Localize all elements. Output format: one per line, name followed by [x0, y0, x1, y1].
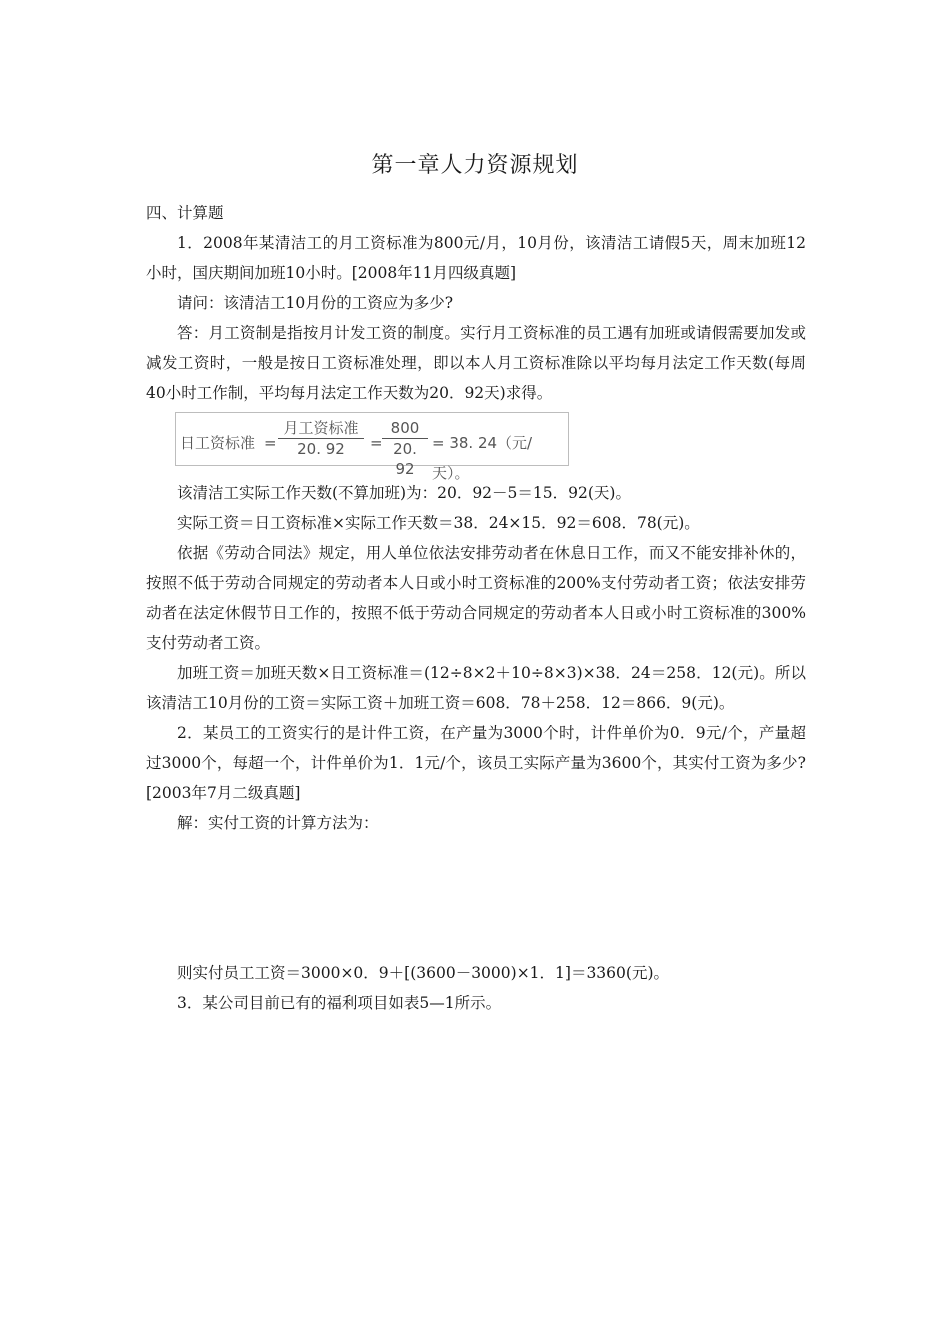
formula-fraction-2 — [382, 418, 428, 479]
formula-equals-2: = — [370, 434, 383, 452]
q1-question: 1．2008年某清洁工的月工资标准为800元/月，10月份，该清洁工请假5天，周末加班12小时，国庆期间加班10小时。[2008年11月四级真题] — [146, 234, 806, 282]
q1-actual-wage: 实际工资＝日工资标准×实际工作天数＝38．24×15．92＝608．78(元)。 — [177, 514, 700, 532]
formula-equals: = — [264, 434, 277, 452]
daily-wage-formula — [175, 412, 569, 482]
q1-answer: 答：月工资制是指按月计发工资的制度。实行月工资标准的员工遇有加班或请假需要加发或减发工资时，一般是按日工资标准处理，即以本人月工资标准除以平均每月法定工作天数(每周40小时工作制，平均每月法定工作天数为20．92天)求得。 — [146, 324, 806, 402]
q1-ask: 请问：该清洁工10月份的工资应为多少? — [177, 294, 454, 312]
page-title: 第一章人力资源规划 — [371, 153, 579, 178]
formula-fraction-1 — [278, 418, 364, 459]
q2-solution: 解：实付工资的计算方法为： — [177, 814, 379, 832]
fraction-2-denominator: 20. 92 — [393, 440, 417, 478]
fraction-2-numerator: 800 — [382, 418, 428, 439]
formula-result: = 38. 24（元/天）。 — [432, 434, 533, 482]
fraction-1-denominator: 20. 92 — [297, 440, 345, 458]
document-body — [146, 198, 806, 1018]
fraction-1-numerator: 月工资标准 — [278, 418, 364, 439]
q1-law: 依据《劳动合同法》规定，用人单位依法安排劳动者在休息日工作，而又不能安排补休的，按照不低于劳动合同规定的劳动者本人日或小时工资标准的200%支付劳动者工资；依法安排劳动者在法定休假节日工作的，按照不低于劳动合同规定的劳动者本人日或小时工资标准的300%支付劳动者工资。 — [146, 544, 806, 652]
q2-result: 则实付员工工资＝3000×0．9＋[(3600－3000)×1．1]＝3360(元)。 — [177, 964, 669, 982]
q1-overtime: 加班工资＝加班天数×日工资标准＝(12÷8×2＋10÷8×3)×38．24＝258．12(元)。所以该清洁工10月份的工资＝实际工资＋加班工资＝608．78＋258．12＝866．9(元)。 — [146, 664, 806, 712]
blank-space — [146, 838, 806, 958]
formula-label: 日工资标准 — [180, 434, 256, 452]
section-heading: 四、计算题 — [146, 204, 224, 222]
q3-question: 3．某公司目前已有的福利项目如表5—1所示。 — [177, 994, 502, 1012]
q2-question: 2．某员工的工资实行的是计件工资，在产量为3000个时，计件单价为0．9元/个，产量超过3000个，每超一个，计件单价为1．1元/个，该员工实际产量为3600个，其实付工资为多少?[2003年7月二级真题] — [146, 724, 806, 802]
q1-working-days: 该清洁工实际工作天数(不算加班)为：20．92－5＝15．92(天)。 — [177, 484, 631, 502]
